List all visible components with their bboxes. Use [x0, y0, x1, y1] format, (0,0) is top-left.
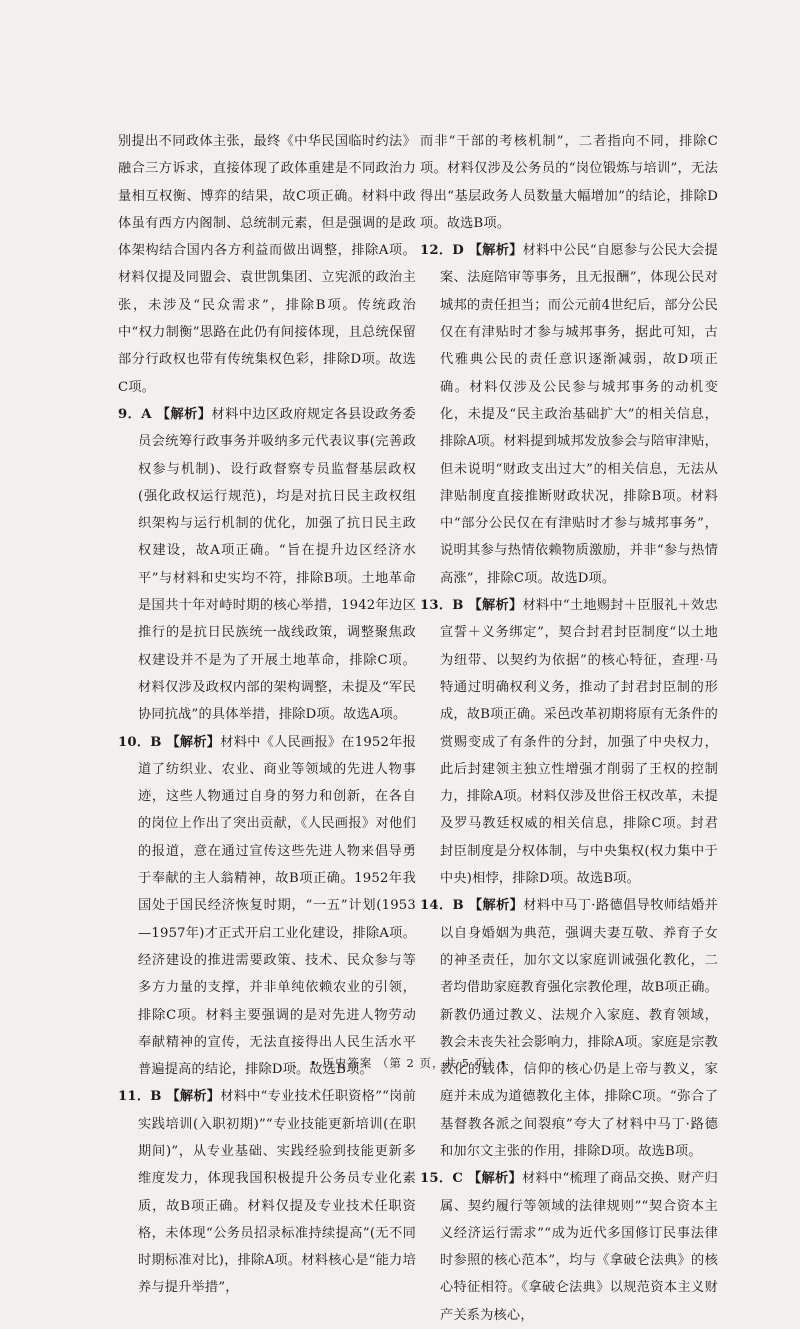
answer-label: 10．B 【解析】: [118, 734, 221, 750]
answer-label: 14．B 【解析】: [420, 898, 524, 914]
answer-item-12: [420, 237, 718, 592]
answer-explanation: 材料中《人民画报》在1952年报道了纺织业、农业、商业等领域的先进人物事迹，这些人物通过自身的努力和创新，在各自的岗位上作出了突出贡献，《人民画报》对他们的报道，意在通过宣传这些先进人物来倡导勇于奉献的主人翁精神，故B项正确。1952年我国处于国民经济恢复时期，“一五”计划(1953—1957年)才正式开启工业化建设，排除A项。经济建设的推进需要政策、技术、民众参与等多方力量的支撑，并非单纯依赖农业的引领，排除C项。材料主要强调的是对先进人物劳动奉献精神的宣传，无法直接得出人民生活水平普遍提高的结论，排除D项。故选B项。: [138, 734, 417, 1078]
continuation-paragraph: 而非“干部的考核机制”，二者指向不同，排除C项。材料仅涉及公务员的“岗位锻炼与培训”，无法得出“基层政务人员数量大幅增加”的结论，排除D项。故选B项。: [420, 134, 718, 231]
answer-label: 12．D 【解析】: [420, 243, 523, 259]
answer-explanation: 材料中“梳理了商品交换、财产归属、契约履行等领域的法律规则”“契合资本主义经济运行需求”“成为近代多国修订民事法律时参照的核心范本”，均与《拿破仑法典》的核心特征相符。《拿破仑法典》以规范资本主义财产关系为核心，: [440, 1171, 718, 1323]
answer-explanation: 材料中“土地赐封＋臣服礼＋效忠宣誓＋义务绑定”，契合封君封臣制度“以土地为纽带、以契约为依据”的核心特征，查理·马特通过明确权利义务，推动了封君封臣制的形成，故B项正确。采邑改革初期将原有无条件的赏赐变成了有条件的分封，加强了中央权力，此后封建领主独立性增强才削弱了王权的控制力，排除A项。材料仅涉及世俗王权改革，未提及罗马教廷权威的相关信息，排除C项。封君封臣制度是分权体制，与中央集权(权力集中于中央)相悖，排除D项。故选B项。: [440, 598, 719, 887]
answer-item-15: [420, 1165, 718, 1329]
answer-item-11: [118, 1083, 416, 1301]
answer-item-10: [118, 729, 416, 1084]
left-column: [118, 128, 416, 1302]
answer-explanation: 材料中边区政府规定各县设政务委员会统筹行政事务并吸纳多元代表议事(完善政权参与机制)、设行政督察专员监督基层政权(强化政权运行规范)，均是对抗日民主政权组织架构与运行机制的优化，加强了抗日民主政权建设，故A项正确。“旨在提升边区经济水平”与材料和史实均不符，排除B项。土地革命是国共十年对峙时期的核心举措，1942年边区推行的是抗日民族统一战线政策，调整聚焦政权建设并不是为了开展土地革命，排除C项。材料仅涉及政权内部的架构调整，未提及“军民协同抗战”的具体举措，排除D项。故选A项。: [138, 406, 416, 723]
answer-explanation: 材料中“专业技术任职资格”“岗前实践培训(入职初期)”“专业技能更新培训(在职期间)”，从专业基础、实践经验到技能更新多维度发力，体现我国积极提升公务员专业化素质，故B项正确。材料仅提及专业技术任职资格，未体现“公务员招录标准持续提高”(无不同时期标准对比)，排除A项。材料核心是“能力培养与提升举措”，: [138, 1089, 416, 1296]
continuation-paragraph: 别提出不同政体主张，最终《中华民国临时约法》融合三方诉求，直接体现了政体重建是不同政治力量相互权衡、博弈的结果，故C项正确。材料中政体虽有西方内阁制、总统制元素，但是强调的是政体架构结合国内各方利益而做出调整，排除A项。材料仅提及同盟会、袁世凯集团、立宪派的政治主张，未涉及“民众需求”，排除B项。传统政治中“权力制衡”思路在此仍有间接体现，且总统保留部分行政权也带有传统集权色彩，排除D项。故选C项。: [118, 134, 416, 395]
answer-label: 13．B 【解析】: [420, 598, 523, 614]
answer-explanation: 材料中公民“自愿参与公民大会提案、法庭陪审等事务，且无报酬”，体现公民对城邦的责任担当；而公元前4世纪后，部分公民仅在有津贴时才参与城邦事务，据此可知，古代雅典公民的责任意识逐渐减弱，故D项正确。材料仅涉及公民参与城邦事务的动机变化，未提及“民主政治基础扩大”的相关信息，排除A项。材料提到城邦发放参会与陪审津贴，但未说明“财政支出过大”的相关信息，无法从津贴制度直接推断财政状况，排除B项。材料中“部分公民仅在有津贴时才参与城邦事务”，说明其参与热情依赖物质激励，并非“参与热情高涨”，排除C项。故选D项。: [440, 243, 718, 586]
answer-item-9: [118, 401, 416, 729]
right-column: [420, 128, 718, 1329]
answer-label: 15．C 【解析】: [420, 1171, 522, 1187]
answer-explanation: 材料中马丁·路德倡导牧师结婚并以自身婚姻为典范，强调夫妻互敬、养育子女的神圣责任，加尔文以家庭训诫强化教化，二者均借助家庭教育强化宗教伦理，故B项正确。新教仍通过教义、法规介入家庭、教育领域，教会未丧失社会影响力，排除A项。家庭是宗教教化的载体，信仰的核心仍是上帝与教义，家庭并未成为道德教化主体，排除C项。“弥合了基督教各派之间裂痕”夸大了材料中马丁·路德和加尔文主张的作用，排除D项。故选B项。: [440, 898, 718, 1159]
answer-item-13: [420, 592, 718, 892]
page-footer: 、 • 历史答案 （第 2 页，共 5 页）•: [292, 1056, 508, 1070]
answer-item-14: [420, 892, 718, 1165]
answer-label: 11．B 【解析】: [118, 1089, 221, 1105]
answer-label: 9．A 【解析】: [118, 406, 212, 422]
